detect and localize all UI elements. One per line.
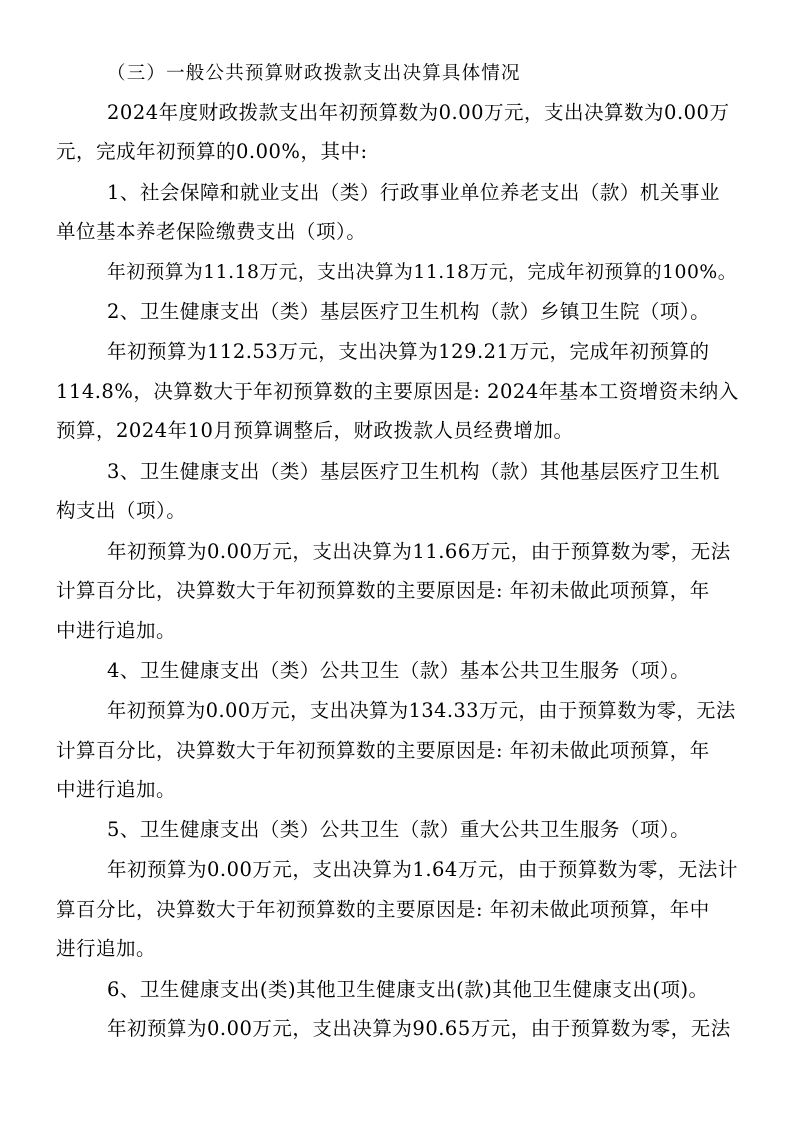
item-5-detail-line-3: 进行追加。 [56, 937, 157, 960]
item-3-detail-line-3: 中进行追加。 [56, 619, 177, 642]
intro-line-1: 2024年度财政拨款支出年初预算数为0.00万元，支出决算数为0.00万 [107, 101, 730, 124]
item-3-detail-line-1: 年初预算为0.00万元，支出决算为11.66万元，由于预算数为零，无法 [107, 540, 731, 563]
item-3-title-line-1: 3、卫生健康支出（类）基层医疗卫生机构（款）其他基层医疗卫生机 [107, 460, 720, 483]
item-5-detail-line-2: 算百分比，决算数大于年初预算数的主要原因是: 年初未做此项预算，年中 [56, 898, 710, 921]
item-1-detail-line-1: 年初预算为11.18万元，支出决算为11.18万元，完成年初预算的100%。 [107, 262, 737, 283]
item-4-detail-line-1: 年初预算为0.00万元，支出决算为134.33万元，由于预算数为零，无法 [107, 699, 736, 722]
item-6-title-line-1: 6、卫生健康支出(类)其他卫生健康支出(款)其他卫生健康支出(项)。 [107, 978, 709, 1001]
item-2-title-line-1: 2、卫生健康支出（类）基层医疗卫生机构（款）乡镇卫生院（项）。 [107, 300, 711, 323]
section-heading: （三）一般公共预算财政拨款支出决算具体情况 [107, 63, 521, 84]
item-4-detail-line-2: 计算百分比，决算数大于年初预算数的主要原因是: 年初未做此项预算，年 [56, 739, 710, 762]
item-5-title-line-1: 5、卫生健康支出（类）公共卫生（款）重大公共卫生服务（项）。 [107, 818, 691, 841]
item-6-detail-line-1: 年初预算为0.00万元，支出决算为90.65万元，由于预算数为零，无法 [107, 1017, 731, 1040]
intro-line-2: 元，完成年初预算的0.00%，其中: [56, 140, 368, 163]
item-4-title-line-1: 4、卫生健康支出（类）公共卫生（款）基本公共卫生服务（项）。 [107, 659, 691, 682]
item-1-title-line-2: 单位基本养老保险缴费支出（项）。 [56, 220, 367, 243]
item-2-detail-line-1: 年初预算为112.53万元，支出决算为129.21万元，完成年初预算的 [107, 340, 710, 363]
item-4-detail-line-3: 中进行追加。 [56, 778, 177, 801]
item-1-title-line-1: 1、社会保障和就业支出（类）行政事业单位养老支出（款）机关事业 [107, 181, 720, 204]
item-3-detail-line-2: 计算百分比，决算数大于年初预算数的主要原因是: 年初未做此项预算，年 [56, 579, 710, 602]
item-5-detail-line-1: 年初预算为0.00万元，支出决算为1.64万元，由于预算数为零，无法计 [107, 858, 738, 881]
item-2-detail-line-2: 114.8%，决算数大于年初预算数的主要原因是: 2024年基本工资增资未纳入 [56, 380, 739, 403]
item-2-detail-line-3: 预算，2024年10月预算调整后，财政拨款人员经费增加。 [56, 419, 574, 442]
item-3-title-line-2: 构支出（项）。 [56, 499, 187, 522]
